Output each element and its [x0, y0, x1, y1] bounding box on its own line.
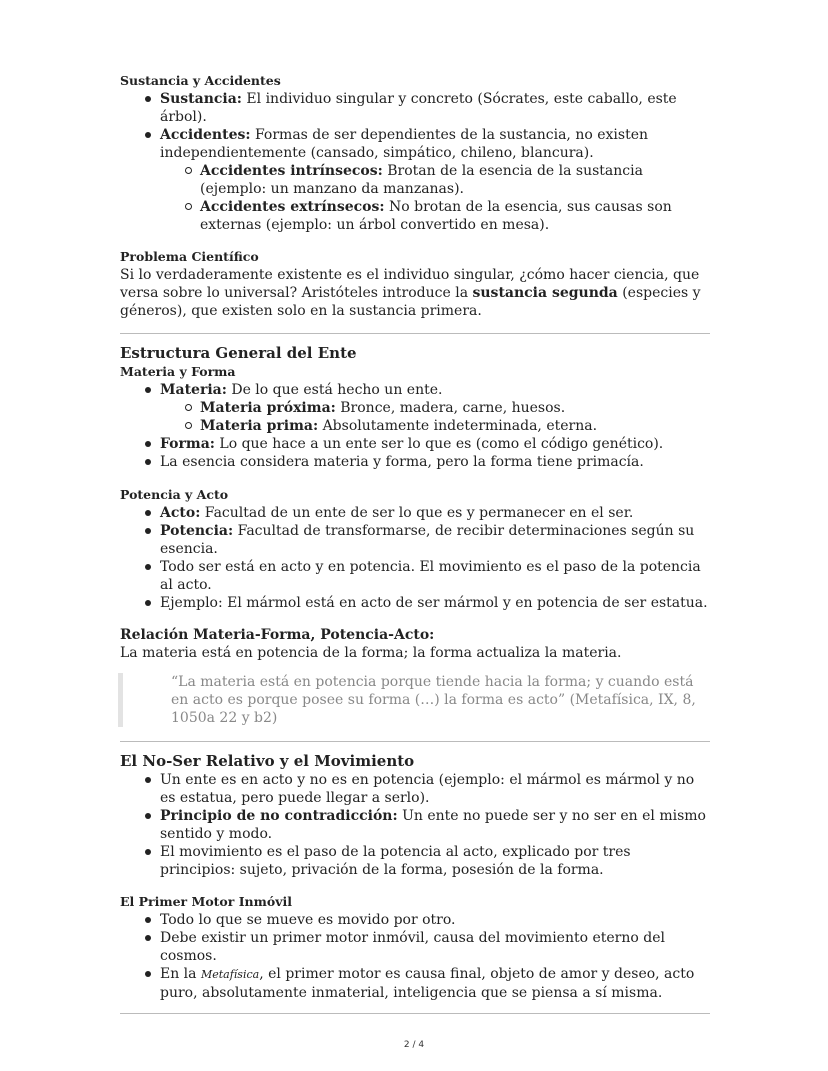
divider	[120, 741, 710, 742]
heading-materia-forma: Materia y Forma	[120, 364, 236, 379]
paragraph-text: Si lo verdaderamente existente es el individuo singular, ¿cómo hacer ciencia, que versa sobre lo universal? Aristóteles introduce la	[120, 267, 700, 301]
item-text: Debe existir un primer motor inmóvil, causa del movimiento eterno del cosmos.	[160, 930, 665, 964]
list-item	[160, 399, 710, 417]
term-label: Materia:	[160, 382, 227, 398]
list-item	[120, 90, 710, 126]
list-item	[120, 807, 710, 843]
heading-primer-motor: El Primer Motor Inmóvil	[120, 894, 292, 909]
divider	[120, 333, 710, 334]
list-no-ser	[120, 771, 710, 879]
sublist-materia	[160, 399, 710, 435]
term-label: Sustancia:	[160, 91, 242, 107]
item-text: La esencia considera materia y forma, pero la forma tiene primacía.	[160, 454, 644, 470]
quote-metafisica: “La materia está en potencia porque tiende hacia la forma; y cuando está en acto es porque posee su forma (…) la forma es acto” (Metafísica, IX, 8, 1050a 22 y b2)	[118, 673, 710, 727]
term-label: Potencia:	[160, 523, 234, 539]
list-item	[120, 381, 710, 435]
term-label: Materia próxima:	[200, 400, 336, 416]
item-text: No brotan de la esencia, sus causas son externas (ejemplo: un árbol convertido en mesa).	[200, 199, 672, 233]
term-label: sustancia segunda	[472, 285, 618, 301]
list-materia-forma	[120, 381, 710, 471]
item-text: Formas de ser dependientes de la sustancia, no existen independientemente (cansado, simpático, chileno, blancura).	[160, 127, 648, 161]
item-text: Absolutamente indeterminada, eterna.	[318, 418, 598, 434]
list-item	[120, 558, 710, 594]
item-text: Un ente no puede ser y no ser en el mismo sentido y modo.	[160, 808, 706, 842]
heading-sustancia-accidentes: Sustancia y Accidentes	[120, 73, 281, 88]
heading-text: Relación Materia-Forma, Potencia-Acto:	[120, 627, 435, 643]
divider	[120, 1013, 710, 1014]
item-text: , el primer motor es causa final, objeto de amor y deseo, acto puro, absolutamente inmaterial, inteligencia que se piensa a sí misma.	[160, 966, 695, 1001]
item-text: Un ente es en acto y no es en potencia (ejemplo: el mármol es mármol y no es estatua, pero puede llegar a serlo).	[160, 772, 695, 806]
item-text: Todo lo que se mueve es movido por otro.	[160, 912, 456, 928]
list-item	[120, 522, 710, 558]
item-text: Lo que hace a un ente ser lo que es (como el código genético).	[214, 436, 664, 452]
list-item	[120, 126, 710, 234]
term-label: Materia prima:	[200, 418, 319, 434]
item-text: Facultad de transformarse, de recibir determinaciones según su esencia.	[160, 523, 695, 557]
item-text: El movimiento es el paso de la potencia al acto, explicado por tres principios: sujeto, privación de la forma, posesión de la forma.	[160, 844, 631, 878]
document-page	[120, 70, 710, 1014]
item-text: Brotan de la esencia de la sustancia (ejemplo: un manzano da manzanas).	[200, 163, 643, 197]
sublist-accidentes	[160, 162, 710, 234]
heading-potencia-acto: Potencia y Acto	[120, 487, 229, 502]
term-label: Accidentes intrínsecos:	[200, 163, 383, 179]
paragraph-problema	[120, 266, 710, 320]
list-sustancia	[120, 90, 710, 234]
term-label: Forma:	[160, 436, 215, 452]
paragraph-text: (especies y géneros), que existen solo en la sustancia primera.	[120, 285, 701, 319]
list-item	[120, 771, 710, 807]
list-potencia-acto	[120, 504, 710, 612]
list-item	[160, 417, 710, 435]
list-item	[120, 965, 710, 1002]
item-text: Facultad de un ente de ser lo que es y permanecer en el ser.	[200, 505, 634, 521]
heading-relacion	[120, 626, 710, 644]
heading-estructura-ente: Estructura General del Ente	[120, 344, 357, 362]
list-item	[160, 162, 710, 198]
term-label: Accidentes:	[160, 127, 251, 143]
item-text: El individuo singular y concreto (Sócrates, este caballo, este árbol).	[160, 91, 677, 125]
item-text: De lo que está hecho un ente.	[226, 382, 443, 398]
list-item	[120, 594, 710, 612]
list-item	[120, 843, 710, 879]
item-text: Todo ser está en acto y en potencia. El movimiento es el paso de la potencia al acto.	[160, 559, 701, 593]
book-title: Metafísica	[200, 968, 260, 981]
item-text: Ejemplo: El mármol está en acto de ser mármol y en potencia de ser estatua.	[160, 595, 708, 611]
list-item	[120, 504, 710, 522]
list-item	[120, 929, 710, 965]
item-text: Bronce, madera, carne, huesos.	[335, 400, 566, 416]
term-label: Principio de no contradicción:	[160, 808, 398, 824]
list-item	[120, 453, 710, 471]
paragraph-relacion: La materia está en potencia de la forma; la forma actualiza la materia.	[120, 645, 622, 661]
list-item	[160, 198, 710, 234]
heading-problema-cientifico: Problema Científico	[120, 249, 259, 264]
list-primer-motor	[120, 911, 710, 1002]
term-label: Accidentes extrínsecos:	[200, 199, 385, 215]
list-item	[120, 911, 710, 929]
heading-no-ser: El No-Ser Relativo y el Movimiento	[120, 752, 415, 770]
item-text: En la	[160, 966, 201, 982]
term-label: Acto:	[160, 505, 201, 521]
list-item	[120, 435, 710, 453]
page-number: 2 / 4	[403, 1040, 425, 1050]
